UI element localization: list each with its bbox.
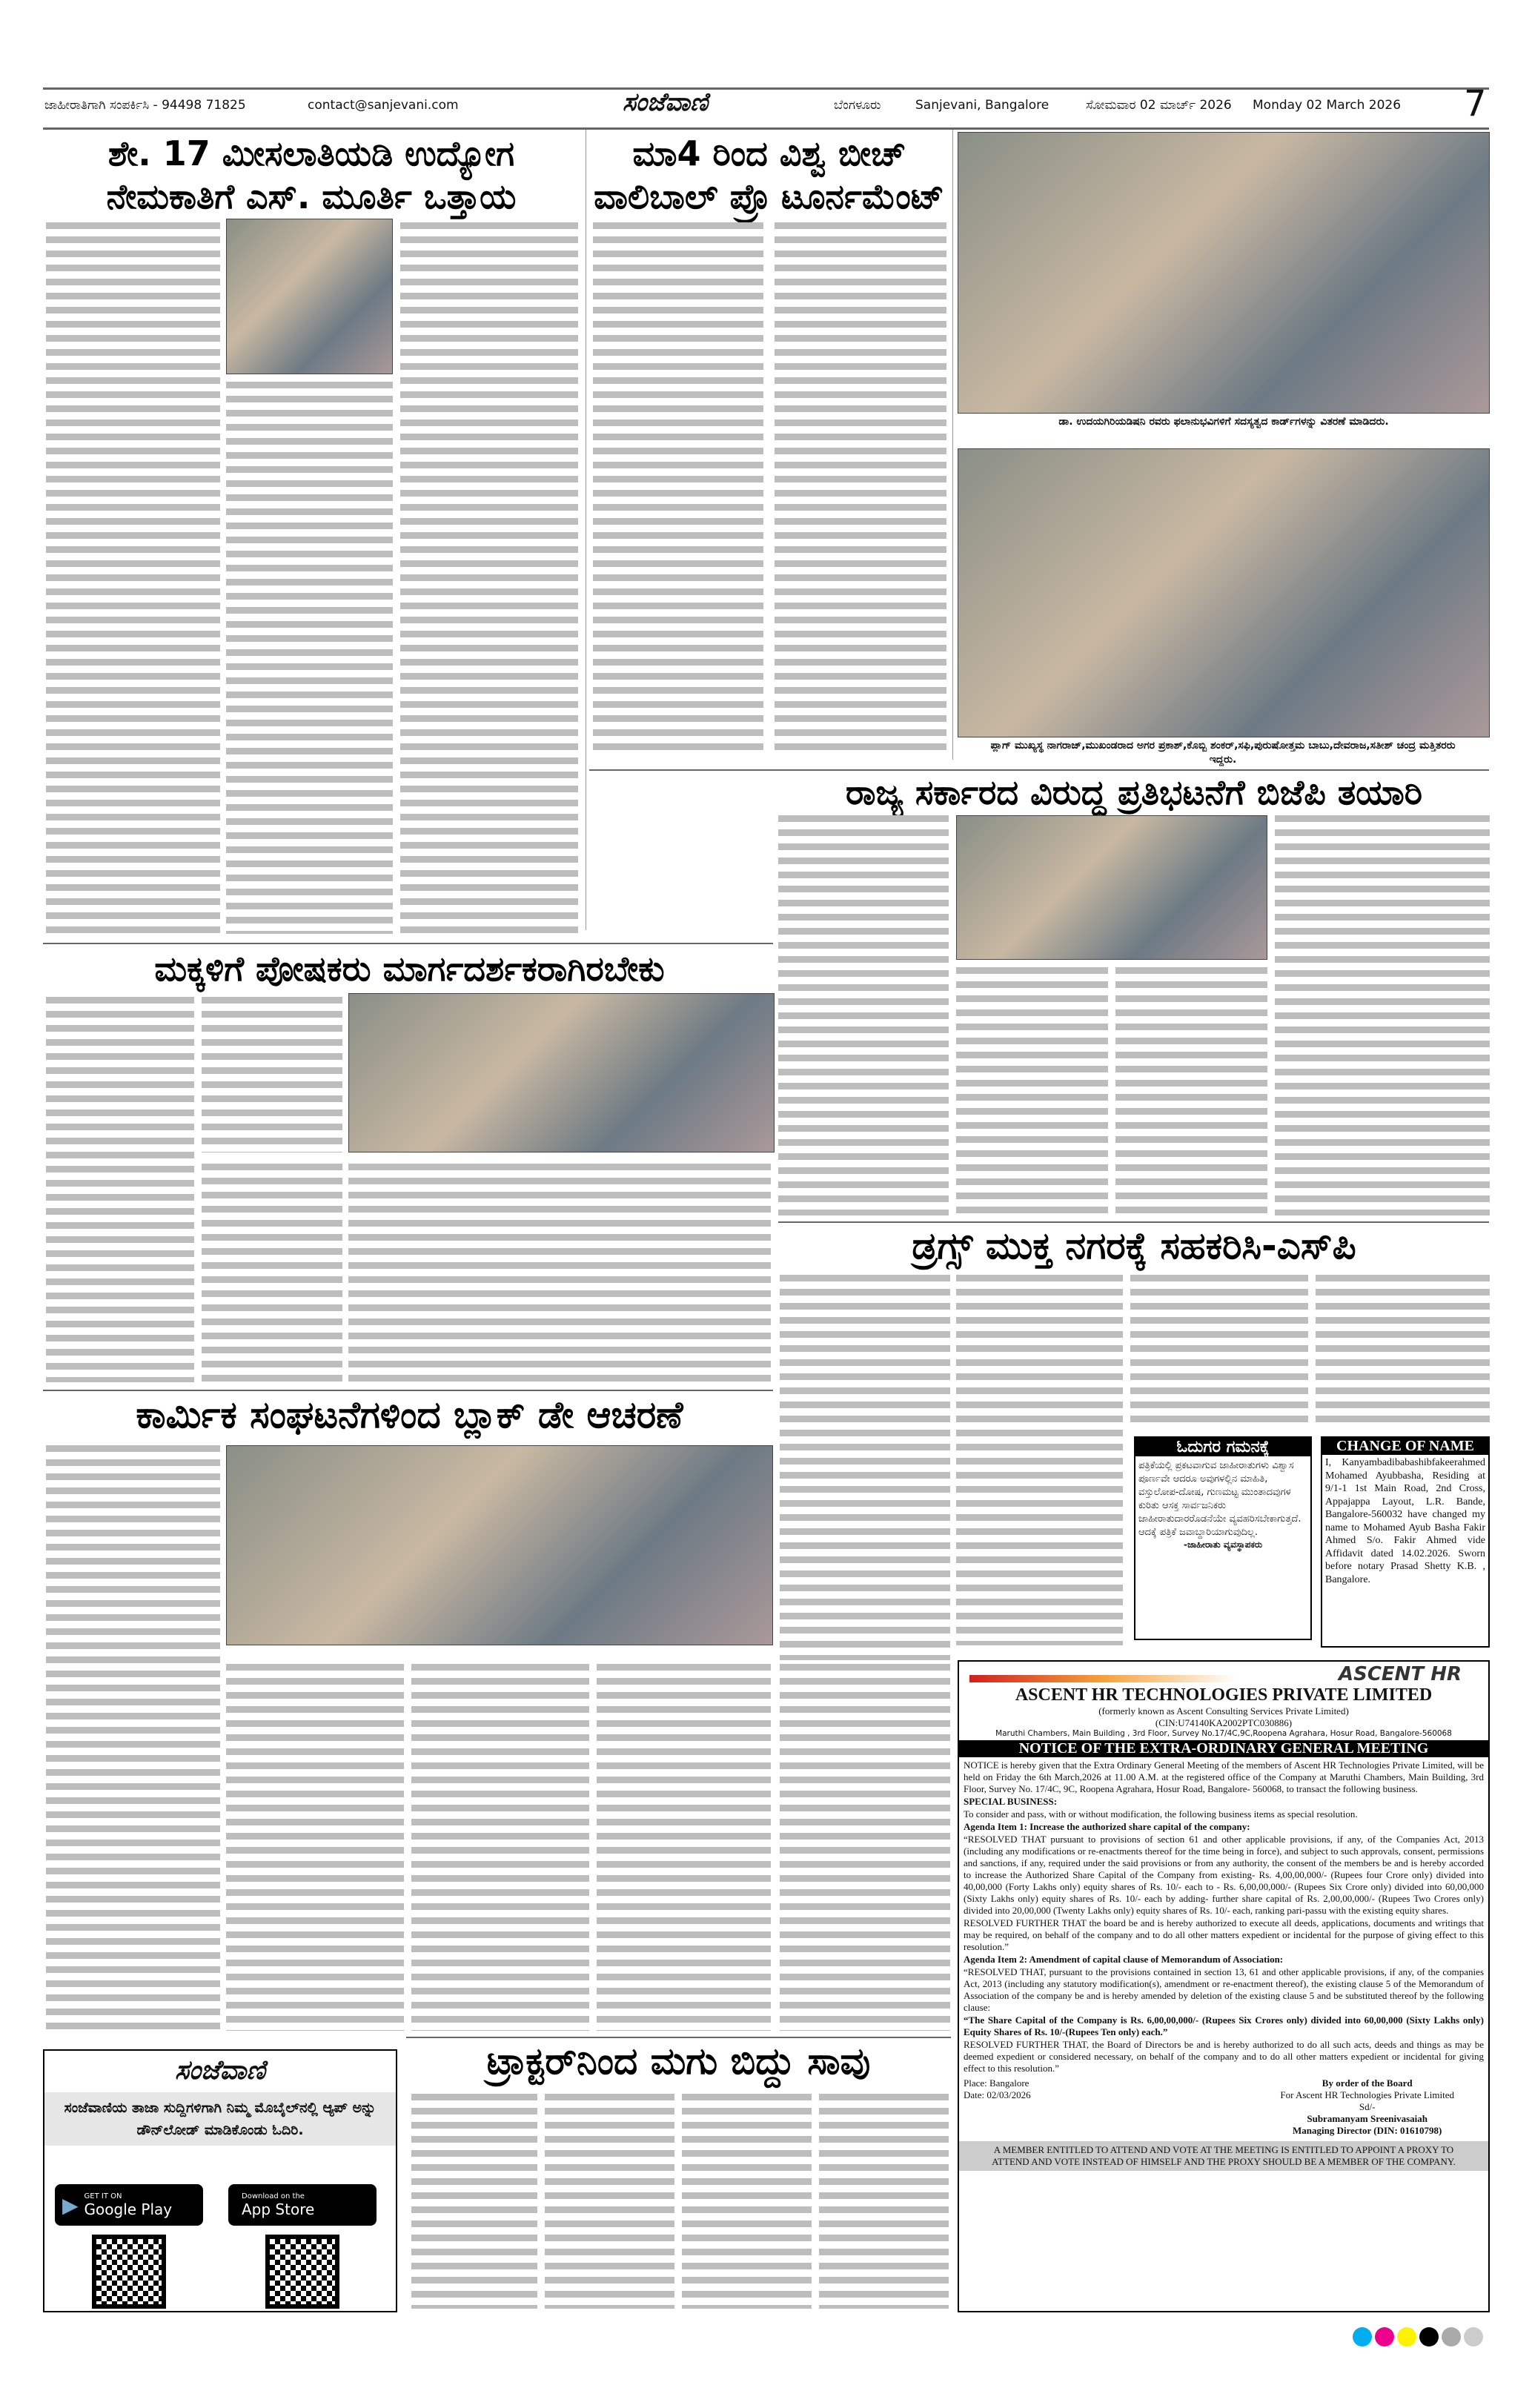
yellow-dot — [1397, 2327, 1416, 2346]
headline-reservation: ಶೇ. 17 ಮೀಸಲಾತಿಯಡಿ ಉದ್ಯೋಗ ನೇಮಕಾತಿಗೆ ಎಸ್. ಮೂರ್ತಿ ಒತ್ತಾಯ — [106, 133, 517, 216]
gray-dot — [1442, 2327, 1461, 2346]
news-photo-parents — [348, 993, 775, 1152]
headline-blackday: ಕಾರ್ಮಿಕ ಸಂಘಟನೆಗಳಿಂದ ಬ್ಲಾಕ್ ಡೇ ಆಚರಣೆ — [136, 1393, 683, 1436]
article-body — [775, 222, 946, 756]
article-body — [1275, 815, 1490, 1215]
edition: Sanjevani, Bangalore — [915, 98, 1049, 113]
divider — [778, 1221, 1489, 1223]
article-body — [1130, 1275, 1308, 1423]
company-name: ASCENT HR TECHNOLOGIES PRIVATE LIMITED — [1015, 1685, 1433, 1705]
magenta-dot — [1375, 2327, 1394, 2346]
gp-small: GET IT ON — [84, 2192, 122, 2200]
photo-caption-1: ಡಾ. ಉದಯಗಿರಿಯಡಿಷನಿ ರವರು ಫಲಾನುಭವಿಗಳಿಗೆ ಸದಸ್ಯತ್ವದ ಕಾರ್ಡ್‌ಗಳನ್ನು ವಿತರಣೆ ಮಾಡಿದರು. — [1058, 416, 1389, 428]
as-small: Download on the — [242, 2192, 305, 2200]
article-body — [593, 222, 763, 756]
change-of-name-body: I, Kanyambadibabashibfakeerahmed Mohamed Ayubbasha, Residing at 9/1-1 1st Main Road, 2nd Cross, Appajappa Layout, L.R. Bande, Bangalore-560032 have changed my name to Mohamed Ayub Basha Fakir Ahmed S/o. Fakir Ahmed vide Affidavit dated 14.02.2026. Sworn before notary Prasad Shetty K.B. , Bangalore. — [1325, 1457, 1485, 1585]
city: ಬೆಂಗಳೂರು — [834, 98, 881, 113]
photo-caption-2: ಪ್ಲಾಗ್ ಮುಖ್ಯಸ್ಥ ನಾಗರಾಜ್,ಮುಖಂಡರಾದ ಅಗರ ಪ್ರಕಾಶ್,ಕೊಬ್ಬಿ ಶಂಕರ್,ಸಫಿ,ಪುರುಷೋತ್ತಮ ಬಾಬು,ದೇವರಾಜ,ಸತೀಶ್ ಚಂದ್ರ ಮತ್ತಿತರರು ಇದ್ದರು. — [990, 740, 1456, 766]
signed: Sd/- — [1359, 2101, 1376, 2112]
article-body — [597, 1664, 771, 2031]
notice-intro: NOTICE is hereby given that the Extra Ordinary General Meeting of the members of Ascent HR Technologies Private Limited, will be held on Friday the 6th March,2026 at 11.00 A.M. at the registered office of the Company at Maruthi Chambers, Main Building, 3rd Floor, Survey No. 17/4C, 9C, Roopena Agrahara, Hosur Road, Bangalore- 560068, to transact the following business. — [964, 1759, 1484, 1794]
change-of-name-title: CHANGE OF NAME — [1322, 1438, 1488, 1455]
article-body — [956, 967, 1108, 1215]
header-rule — [43, 127, 1489, 130]
news-photo-1 — [958, 132, 1490, 414]
article-body — [778, 815, 949, 1215]
cin: (CIN:U74140KA2002PTC030886) — [1155, 1717, 1293, 1728]
page-number: 7 — [1464, 83, 1487, 125]
news-photo-blackday — [226, 1445, 773, 1645]
resolution-1: “RESOLVED THAT pursuant to provisions of section 61 and other applicable provisions, if any, of the Companies Act, 2013 (including any modifications or re-enactments thereof for the time being in force), and subject to such approvals, consent, permissions and sanctions, if any, required under the said provisions or from any authority, the consent of the members be and is hereby accorded to increase the Authorized Share Capital of the Company from existing- Rs. 4,00,00,000/- (Rupees four Crore only) divided into 40,00,000 (Forty Lakhs only) equity shares of Rs. 10/- each to - Rs. 6,00,00,000/- (Rupees Six Crore only) divided into 60,00,000 (Sixty Lakhs only) equity shares of Rs. 10/- each by adding- further share capital of Rs. 2,00,00,000/- (Rupees Two Crores only) divided into 20,00,000 (Twenty Lakhs only) equity shares of Rs. 10/- each, ranking pari-passu with the existing equity shares. — [964, 1834, 1484, 1916]
date-kn: ಸೋಮವಾರ 02 ಮಾರ್ಚ್ 2026 — [1086, 98, 1232, 113]
masthead-logo: ಸಂಜೆವಾಣಿ — [623, 87, 709, 117]
notice-text: To consider and pass, with or without modification, the following business items as special resolution. — [964, 1808, 1358, 1820]
article-body — [411, 1664, 589, 2031]
notice-date: Date: 02/03/2026 — [964, 2089, 1031, 2100]
headline-drugs: ಡ್ರಗ್ಸ್ ಮುಕ್ತ ನಗರಕ್ಕೆ ಸಹಕರಿಸಿ-ಎಸ್‌ಪಿ — [912, 1224, 1356, 1267]
readers-note-box — [1134, 1436, 1312, 1640]
agenda-item-1: Agenda Item 1: Increase the authorized share capital of the company: — [964, 1821, 1250, 1832]
article-body — [956, 1275, 1123, 1645]
gray-dot — [1464, 2327, 1483, 2346]
article-body — [400, 222, 578, 934]
article-body — [348, 1164, 771, 1382]
ad-text: ಸಂಜೆವಾಣಿಯ ತಾಜಾ ಸುದ್ದಿಗಳಿಗಾಗಿ ನಿಮ್ಮ ಮೊಬೈಲ್‌ನಲ್ಲಿ ಆ್ಯಪ್ ಅನ್ನು ಡೌನ್‌ಲೋಡ್ ಮಾಡಿಕೊಂಡು ಓದಿರಿ. — [44, 2092, 396, 2146]
share-capital-clause: “The Share Capital of the Company is Rs. 6,00,00,000/- (Rupees Six Crores only) divided into 60,00,000 (Sixty Lakhs only) Equity Shares of Rs. 10/-(Rupees Ten only) each.” — [964, 2014, 1484, 2037]
article-body — [1316, 1275, 1490, 1423]
formerly-known: (formerly known as Ascent Consulting Services Private Limited) — [1098, 1705, 1349, 1717]
signatory: Subramanyam Sreenivasaiah — [1307, 2113, 1428, 2124]
ad-contact: ಜಾಹೀರಾತಿಗಾಗಿ ಸಂಪರ್ಕಿಸಿ - 94498 71825 — [44, 98, 246, 113]
egm-notice — [958, 1660, 1490, 2312]
article-body — [46, 1445, 220, 2031]
app-store-button[interactable] — [228, 2184, 377, 2226]
divider — [43, 943, 773, 944]
contact-email[interactable]: contact@sanjevani.com — [308, 98, 459, 113]
designation: Managing Director (DIN: 01610798) — [1293, 2125, 1442, 2136]
article-body — [226, 382, 393, 934]
notice-title: NOTICE OF THE EXTRA-ORDINARY GENERAL MEETING — [959, 1740, 1488, 1757]
for-company: For Ascent HR Technologies Private Limited — [1280, 2089, 1454, 2100]
readers-note-title: ಓದುಗರ ಗಮನಕ್ಕೆ — [1135, 1438, 1310, 1456]
cyan-dot — [1353, 2327, 1372, 2346]
headline-volleyball: ಮಾ4 ರಿಂದ ವಿಶ್ವ ಬೀಚ್ ವಾಲಿಬಾಲ್ ಪ್ರೊ ಟೂರ್ನಮೆಂಟ್ — [594, 133, 944, 216]
headline-parents: ಮಕ್ಕಳಿಗೆ ಪೋಷಕರು ಮಾರ್ಗದರ್ಶಕರಾಗಿರಬೇಕು — [154, 949, 665, 989]
article-body — [682, 2094, 812, 2309]
news-photo-2 — [958, 448, 1490, 737]
readers-note-sign: -ಜಾಹೀರಾತು ವ್ಯವಸ್ಥಾಪಕರು — [1183, 1539, 1263, 1550]
article-body — [202, 997, 342, 1152]
article-photo — [226, 219, 393, 374]
play-icon: ▶ — [62, 2192, 79, 2218]
proxy-note: A MEMBER ENTITLED TO ATTEND AND VOTE AT THE MEETING IS ENTITLED TO APPOINT A PROXY TO ATTEND AND VOTE INSTEAD OF HIMSELF AND THE PROXY SHOULD BE A MEMBER OF THE COMPANY. — [959, 2141, 1488, 2171]
by-order: By order of the Board — [1322, 2077, 1413, 2089]
gp-big: Google Play — [84, 2200, 173, 2218]
headline-bjp: ರಾಜ್ಯ ಸರ್ಕಾರದ ವಿರುದ್ಧ ಪ್ರತಿಭಟನೆಗೆ ಬಿಜೆಪಿ ತಯಾರಿ — [845, 772, 1423, 812]
black-dot — [1419, 2327, 1439, 2346]
top-rule — [43, 87, 1489, 90]
article-body — [819, 2094, 949, 2309]
resolution-2: “RESOLVED THAT, pursuant to the provisions contained in section 13, 61 and other applicable provisions, if any, of the companies Act, 2013 (including any statutory modification(s), amendment or re-enactment thereof), the existing clause 5 of the Memorandum of Association of the company be and is hereby amended by deletion of the existing clause 5 and be substituted thereof by the following clause: — [964, 1966, 1484, 2013]
headline-tractor: ಟ್ರಾಕ್ಟರ್‌ನಿಂದ ಮಗು ಬಿದ್ದು ಸಾವು — [486, 2040, 871, 2083]
column-divider — [952, 130, 953, 760]
article-body — [46, 222, 220, 934]
qr-code-app-store[interactable] — [265, 2235, 339, 2309]
divider — [43, 1390, 773, 1391]
ascent-logo: ASCENT HR — [1338, 1663, 1462, 1685]
change-of-name-box — [1321, 1436, 1490, 1648]
article-body — [545, 2094, 674, 2309]
article-body — [46, 997, 194, 1382]
company-address: Maruthi Chambers, Main Building , 3rd Floor, Survey No.17/4C,9C,Roopena Agrahara, Hosur Road, Bangalore-560068 — [995, 1729, 1452, 1738]
divider — [406, 2037, 951, 2038]
special-business: SPECIAL BUSINESS: — [964, 1796, 1058, 1807]
ad-masthead: ಸಂಜೆವಾಣಿ — [174, 2055, 265, 2086]
agenda-item-2: Agenda Item 2: Amendment of capital clause of Memorandum of Association: — [964, 1954, 1284, 1965]
resolution-1-further: RESOLVED FURTHER THAT the board be and is hereby authorized to execute all deeds, applications, documents and writings that may be required, on behalf of the company and to do all other matters expedient or incidental for the purpose of giving effect to this resolution.” — [964, 1917, 1484, 1952]
article-body — [202, 1164, 342, 1382]
article-body — [226, 1664, 404, 2031]
article-body — [1115, 967, 1267, 1215]
resolution-2-further: RESOLVED FURTHER THAT, the Board of Directors be and is hereby authorized to do all such acts, deeds and things as may be deemed expedient or considered necessary, on behalf of the company and to do all other matters expedient or incidental for giving effect to this resolution.” — [964, 2039, 1484, 2074]
article-body — [780, 1275, 950, 1660]
readers-note-body: ಪತ್ರಿಕೆಯಲ್ಲಿ ಪ್ರಕಟವಾಗುವ ಜಾಹೀರಾತುಗಳು ವಿಶ್ವಾಸ ಪೂರ್ಣವೇ ಆದರೂ ಅವುಗಳಲ್ಲಿನ ಮಾಹಿತಿ, ವಸ್ತುಲೋಪ-ದೋಷ, ಗುಣಮಟ್ಟ ಮುಂತಾದವುಗಳ ಕುರಿತು ಆಸಕ್ತ ಸಾರ್ವಜನಿಕರು ಜಾಹೀರಾತುದಾರರೊಡನೆಯೇ ವ್ಯವಹರಿಸಬೇಕಾಗುತ್ತದೆ. ಆದಕ್ಕೆ ಪತ್ರಿಕೆ ಜವಾಬ್ದಾರಿಯಾಗುವುದಿಲ್ಲ. — [1138, 1460, 1301, 1538]
article-body — [411, 2094, 537, 2309]
news-photo-bjp — [956, 815, 1267, 960]
app-download-ad — [43, 2049, 397, 2312]
article-body — [780, 1664, 950, 2031]
notice-place: Place: Bangalore — [964, 2077, 1029, 2089]
google-play-button[interactable] — [55, 2184, 203, 2226]
qr-code-google-play[interactable] — [92, 2235, 166, 2309]
as-big: App Store — [242, 2200, 315, 2218]
logo-stripe — [969, 1675, 1236, 1682]
date-en: Monday 02 March 2026 — [1253, 98, 1402, 113]
